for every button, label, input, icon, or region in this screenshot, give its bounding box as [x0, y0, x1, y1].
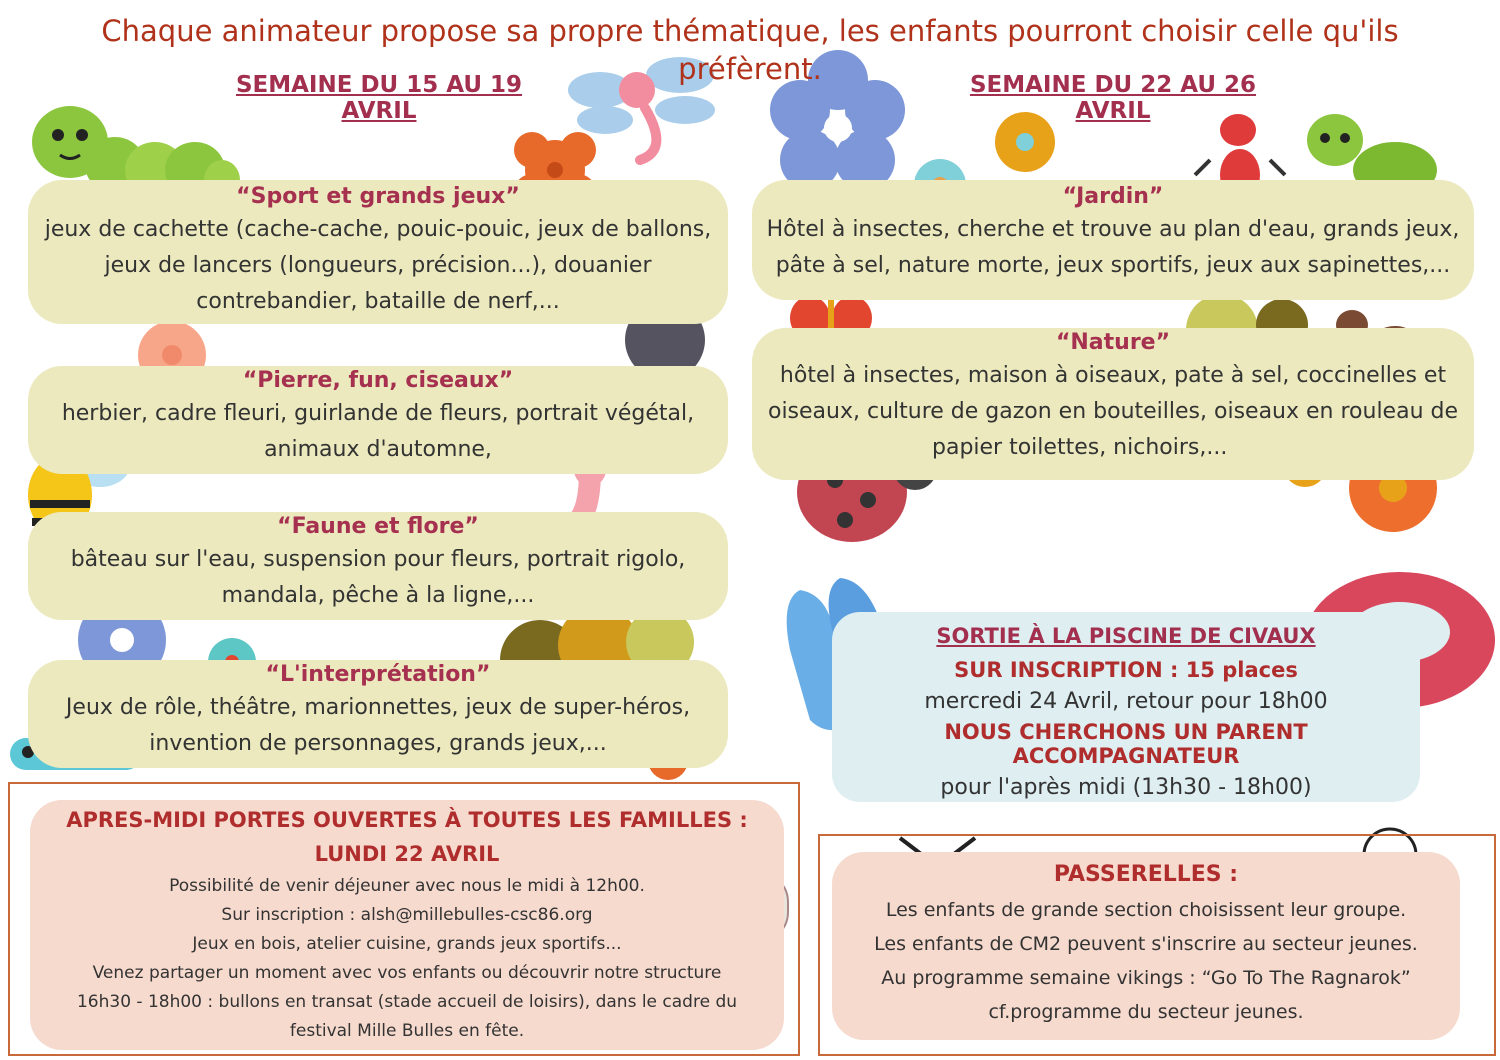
activity-line: pâte à sel, nature morte, jeux sportifs, jeux aux sapinettes,... [775, 253, 1451, 278]
open-day-card [30, 800, 784, 1050]
activity-line: Jeux de rôle, théâtre, marionnettes, jeux de super-héros, [65, 695, 691, 720]
activity-card [28, 512, 728, 620]
activity-line: invention de personnages, grands jeux,... [149, 731, 607, 756]
activity-line: mandala, pêche à la ligne,... [221, 583, 535, 608]
open-day-line: Jeux en bois, atelier cuisine, grands jeux sportifs... [192, 934, 622, 954]
activity-card [752, 328, 1474, 480]
activity-line: herbier, cadre fleuri, guirlande de fleurs, portrait végétal, [61, 401, 695, 426]
passerelles-line: Au programme semaine vikings : “Go To The Ragnarok” [881, 967, 1411, 989]
pool-title: SORTIE À LA PISCINE DE CIVAUX [936, 624, 1316, 648]
activity-title: “L'interprétation” [265, 662, 491, 687]
activity-title: “Nature” [1055, 330, 1171, 355]
open-day-title: APRES-MIDI PORTES OUVERTES À TOUTES LES FAMILLES : [66, 808, 748, 832]
open-day-line: festival Mille Bulles en fête. [289, 1021, 525, 1041]
pool-date: mercredi 24 Avril, retour pour 18h00 [924, 689, 1328, 714]
activity-title: “Jardin” [1062, 184, 1164, 209]
activity-line: animaux d'automne, [264, 437, 492, 462]
activity-line: bâteau sur l'eau, suspension pour fleurs, portrait rigolo, [70, 547, 686, 572]
intro-line-2: préfèrent. [678, 52, 822, 86]
pool-time: pour l'après midi (13h30 - 18h00) [940, 775, 1312, 800]
open-day-line: 16h30 - 18h00 : bullons en transat (stade accueil de loisirs), dans le cadre du [76, 992, 738, 1012]
activity-title: “Faune et flore” [277, 514, 479, 539]
passerelles-line: cf.programme du secteur jeunes. [988, 1001, 1304, 1023]
open-day-line: Possibilité de venir déjeuner avec nous le midi à 12h00. [169, 876, 645, 896]
intro-line-1: Chaque animateur propose sa propre thématique, les enfants pourront choisir celle qu'ils [101, 14, 1399, 48]
activity-line: jeux de lancers (longueurs, précision...), douanier [104, 253, 652, 278]
activity-line: contrebandier, bataille de nerf,... [196, 289, 560, 314]
activity-line: Hôtel à insectes, cherche et trouve au plan d'eau, grands jeux, [766, 217, 1460, 242]
open-day-line: Venez partager un moment avec vos enfants ou découvrir notre structure [92, 963, 722, 983]
pool-call: NOUS CHERCHONS UN PARENT ACCOMPAGNATEUR [944, 720, 1308, 768]
open-day-email[interactable]: Sur inscription : alsh@millebulles-csc86.org [221, 905, 593, 925]
activity-card [28, 180, 728, 324]
week1-title: SEMAINE DU 15 AU 19 AVRIL [235, 72, 523, 124]
activity-line: oiseaux, culture de gazon en bouteilles, oiseaux en rouleau de [767, 399, 1459, 424]
activity-card [28, 660, 728, 768]
activity-card [28, 366, 728, 474]
passerelles-title: PASSERELLES : [1053, 862, 1239, 887]
passerelles-card [832, 852, 1460, 1040]
passerelles-line: Les enfants de grande section choisissent leur groupe. [885, 899, 1407, 921]
pool-outing-card [832, 612, 1420, 802]
passerelles-line: Les enfants de CM2 peuvent s'inscrire au secteur jeunes. [874, 933, 1418, 955]
activity-card [752, 180, 1474, 300]
activity-line: papier toilettes, nichoirs,... [932, 435, 1228, 460]
activity-line: jeux de cachette (cache-cache, pouic-pouic, jeux de ballons, [44, 217, 712, 242]
pool-subtitle: SUR INSCRIPTION : 15 places [954, 658, 1298, 682]
activity-line: hôtel à insectes, maison à oiseaux, pate à sel, coccinelles et [779, 363, 1447, 388]
week2-title: SEMAINE DU 22 AU 26 AVRIL [969, 72, 1257, 124]
activity-title: “Pierre, fun, ciseaux” [242, 368, 514, 393]
activity-title: “Sport et grands jeux” [236, 184, 520, 209]
open-day-date: LUNDI 22 AVRIL [314, 842, 500, 866]
